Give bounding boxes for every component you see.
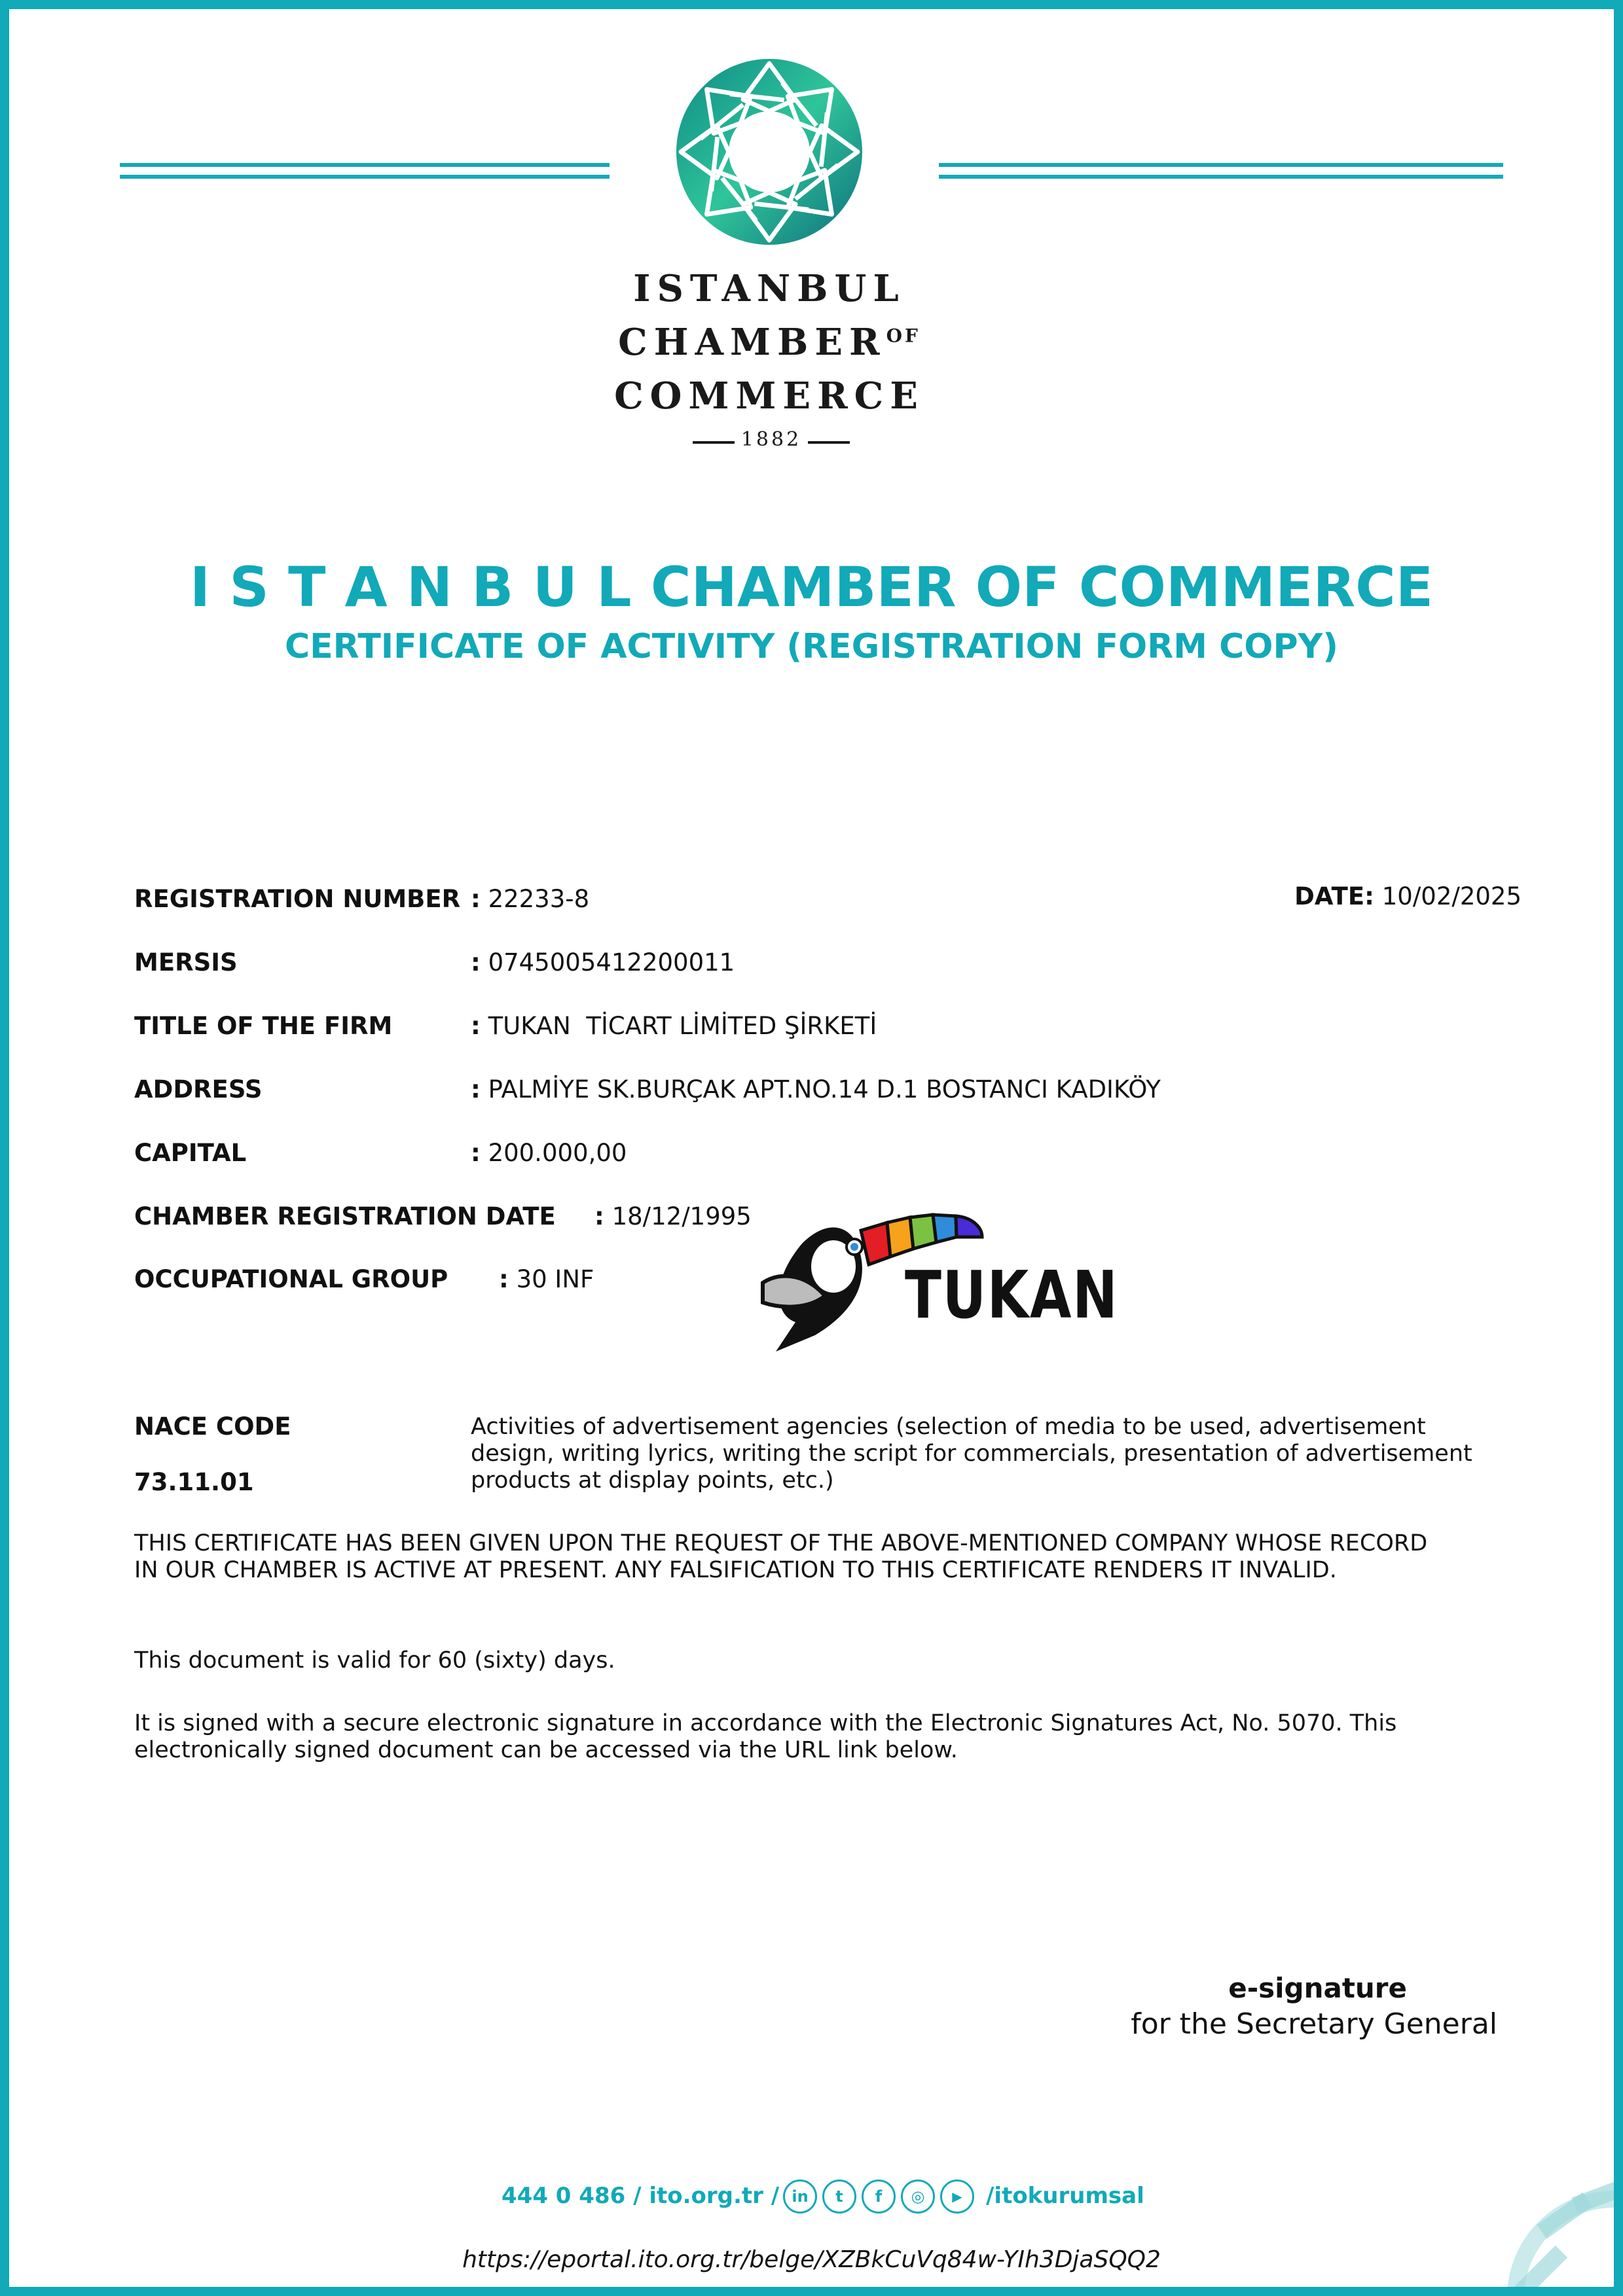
capital-value-row [471,1139,627,1167]
nace-description: Activities of advertisement agencies (selection of media to be used, advertisement design, writing lyrics, writing the script for commercials, presentation of advertisement products at display points, etc.) [471,1414,1472,1494]
logo-line-commerce: COMMERCE [614,374,924,418]
colon: : [499,1265,509,1293]
document-verification-url[interactable]: https://eportal.ito.org.tr/belge/XZBkCuVq84w-YIh3DjaSQQ2 [462,2246,1161,2273]
chamber-registration-date-value: 18/12/1995 [611,1202,752,1230]
certificate-statement: THIS CERTIFICATE HAS BEEN GIVEN UPON THE REQUEST OF THE ABOVE-MENTIONED COMPANY WHOSE RECORD IN OUR CHAMBER IS ACTIVE AT PRESENT. ANY FALSIFICATION TO THIS CERTIFICATE RENDERS IT INVALID. [134,1530,1428,1583]
address-value-row [471,1075,1161,1103]
chamber-registration-date-value-row [594,1202,752,1230]
nace-code-value: 73.11.01 [134,1468,254,1496]
document-subtitle: CERTIFICATE OF ACTIVITY (REGISTRATION FORM COPY) [284,627,1339,666]
firm-title-value: TUKAN TİCART LİMİTED ŞİRKETİ [488,1012,877,1040]
beak-band-5 [956,1216,982,1237]
registration-number-value-row [471,885,589,913]
header-rule-right [939,163,1503,179]
validity-note: This document is valid for 60 (sixty) days. [134,1647,615,1674]
youtube-icon[interactable]: ▶ [940,2179,974,2214]
colon: : [471,1139,481,1167]
beak-band-1 [861,1223,890,1265]
corner-emblem-watermark-icon [1450,2173,1614,2287]
footer-contact: 444 0 486 / ito.org.tr / [501,2183,780,2209]
registration-number-label: REGISTRATION NUMBER [134,885,461,913]
date-value: 10/02/2025 [1381,882,1522,910]
tukan-wordmark: TUKAN [905,1257,1119,1333]
colon: : [471,1012,481,1040]
esignature-note: It is signed with a secure electronic signature in accordance with the Electronic Signatures Act, No. 5070. This electronically signed document can be accessed via the URL link below. [134,1710,1397,1763]
mersis-label: MERSIS [134,948,238,977]
facebook-icon[interactable]: f [862,2179,896,2214]
logo-year-row [693,427,850,453]
logo-line-istanbul: ISTANBUL [633,267,905,310]
footer-social-handle[interactable]: /itokurumsal [986,2183,1144,2209]
header-rule-left [120,163,610,179]
signature-authority: for the Secretary General [1131,2007,1497,2041]
logo-chamber-word: CHAMBER [618,321,886,364]
address-value: PALMİYE SK.BURÇAK APT.NO.14 D.1 BOSTANCI KADIKÖY [488,1075,1161,1103]
linkedin-icon[interactable]: in [783,2179,817,2214]
colon: : [471,1075,481,1103]
capital-value: 200.000,00 [488,1139,627,1167]
document-title: I S T A N B U L CHAMBER OF COMMERCE [189,555,1434,619]
firm-title-value-row [471,1012,877,1040]
logo-line-chamber [589,321,949,364]
date-label: DATE: [1294,882,1374,910]
colon: : [471,885,481,913]
mersis-value-row [471,948,735,977]
mersis-value: 0745005412200011 [488,948,735,977]
twitter-icon[interactable]: t [822,2179,856,2214]
occupational-group-value: 30 INF [516,1265,594,1293]
logo-year-rule-right [808,441,850,444]
logo-of-word: OF [886,325,921,347]
logo-year-rule-left [693,441,735,444]
address-label: ADDRESS [134,1075,263,1103]
logo-year: 1882 [740,428,802,451]
beak-band-4 [933,1215,957,1242]
occupational-group-label: OCCUPATIONAL GROUP [134,1265,448,1293]
signature-type: e-signature [1228,1972,1407,2004]
ito-emblem-icon [671,54,867,250]
occupational-group-value-row [499,1265,594,1293]
instagram-icon[interactable]: ◎ [901,2179,935,2214]
chamber-registration-date-label: CHAMBER REGISTRATION DATE [134,1202,556,1230]
firm-title-label: TITLE OF THE FIRM [134,1012,393,1040]
nace-code-label: NACE CODE [134,1412,291,1441]
capital-label: CAPITAL [134,1139,247,1167]
colon: : [471,948,481,977]
registration-number-value: 22233-8 [488,885,590,913]
date-row [1294,882,1522,910]
colon: : [594,1202,604,1230]
